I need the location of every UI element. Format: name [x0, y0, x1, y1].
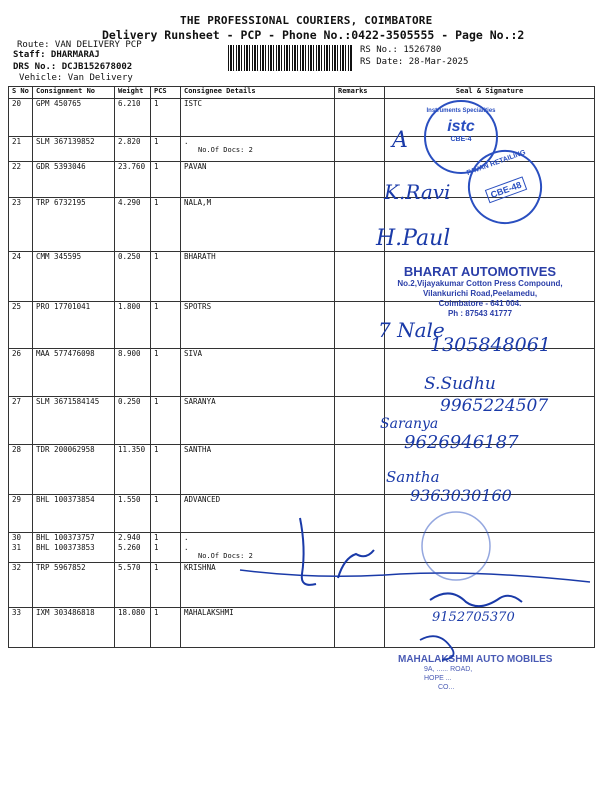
vehicle-label: Vehicle: Van Delivery — [19, 73, 133, 83]
cell-sno: 33 — [9, 608, 33, 648]
cell-consignment-no: BHL 100373854 — [33, 495, 115, 533]
cell-consignee: SIVA — [181, 349, 335, 397]
cell-pcs: 1 — [151, 608, 181, 648]
cell-weight: 1.550 — [115, 495, 151, 533]
cell-weight: 4.290 — [115, 198, 151, 252]
istc-stamp: Instruments Specialities istc CBE-4 — [424, 100, 498, 174]
cell-pcs: 1 — [151, 495, 181, 533]
cell-consignment-no: MAA 577476098 — [33, 349, 115, 397]
signature-row-25-phone: 1305848061 — [430, 334, 551, 356]
cell-weight: 6.210 — [115, 99, 151, 137]
pavan-retailing-stamp: PAVAN RETAILING CBE-48 — [458, 140, 553, 235]
col-remarks: Remarks — [335, 87, 385, 99]
cell-consignee: SARANYA — [181, 397, 335, 445]
no-of-docs: No.Of Docs: 2 — [198, 146, 253, 154]
col-sno: S No — [9, 87, 33, 99]
cell-consignment-no: TRP 6732195 — [33, 198, 115, 252]
col-pcs: PCS — [151, 87, 181, 99]
cell-pcs: 1 — [151, 349, 181, 397]
cell-weight: 23.760 — [115, 162, 151, 198]
mahalakshmi-stamp: MAHALAKSHMI AUTO MOBILES 9A, ...... ROAD, HOPE ... CO... — [398, 654, 553, 691]
cell-weight: 1.800 — [115, 302, 151, 349]
cell-consignment-no: GPM 450765 — [33, 99, 115, 137]
cell-pcs: 1 — [151, 445, 181, 495]
signature-row-28-phone: 9363030160 — [410, 486, 512, 505]
cell-consignee: ISTC — [181, 99, 335, 137]
cell-sno: 25 — [9, 302, 33, 349]
cell-pcs: 1 — [151, 162, 181, 198]
cell-consignment-no: TDR 200062958 — [33, 445, 115, 495]
cell-weight: 11.350 — [115, 445, 151, 495]
cell-consignee: NALA,M — [181, 198, 335, 252]
cell-consignment-no: CMM 345595 — [33, 252, 115, 302]
signature-row-32-phone: 9152705370 — [432, 610, 515, 625]
cell-consignee: SANTHA — [181, 445, 335, 495]
col-seal-signature: Seal & Signature — [385, 87, 595, 99]
cell-consignment-no: BHL 100373757 — [33, 533, 115, 543]
cell-consignee: BHARATH — [181, 252, 335, 302]
cell-consignment-no: SLM 3671584145 — [33, 397, 115, 445]
cell-sno: 32 — [9, 563, 33, 608]
signature-row-28-name: Santha — [386, 468, 440, 486]
cell-pcs: 1 — [151, 563, 181, 608]
signature-row-20: A — [392, 128, 408, 153]
cell-pcs: 1 — [151, 198, 181, 252]
no-of-docs: No.Of Docs: 2 — [198, 551, 253, 560]
cell-sno: 27 — [9, 397, 33, 445]
signature-row-27-phone1: 9965224507 — [440, 396, 549, 416]
cell-sno: 29 — [9, 495, 33, 533]
cell-consignee: PAVAN — [181, 162, 335, 198]
cell-weight: 2.820 — [115, 137, 151, 162]
cell-sno: 20 — [9, 99, 33, 137]
runsheet-subtitle: Delivery Runsheet - PCP - Phone No.:0422-3505555 - Page No.:2 — [102, 28, 525, 42]
bharat-automotives-stamp: BHARAT AUTOMOTIVES No.2,Vijayakumar Cotton Press Compound, Vilankurichi Road,Peelamedu, Coimbatore - 641 004. Ph : 87543 41777 — [397, 264, 563, 318]
cell-weight: 8.900 — [115, 349, 151, 397]
cell-sno: 31 — [9, 543, 33, 563]
cell-sno: 24 — [9, 252, 33, 302]
cell-consignment-no: SLM 367139852 — [33, 137, 115, 162]
cell-sno: 30 — [9, 533, 33, 543]
cell-pcs: 1 — [151, 543, 181, 563]
cell-sno: 26 — [9, 349, 33, 397]
cell-weight: 18.080 — [115, 608, 151, 648]
cell-sno: 28 — [9, 445, 33, 495]
consignee-name: . — [184, 542, 189, 552]
cell-sno: 21 — [9, 137, 33, 162]
cell-consignment-no: BHL 100373853 — [33, 543, 115, 563]
cell-sno: 22 — [9, 162, 33, 198]
rs-date: RS Date: 28-Mar-2025 — [360, 57, 469, 67]
signature-row-27-phone2: 9626946187 — [404, 432, 519, 453]
cell-consignment-no: IXM 303486818 — [33, 608, 115, 648]
cell-pcs: 1 — [151, 252, 181, 302]
cell-weight: 5.260 — [115, 543, 151, 563]
cell-pcs: 1 — [151, 302, 181, 349]
cell-consignment-no: GDR 5393046 — [33, 162, 115, 198]
cell-pcs: 1 — [151, 137, 181, 162]
signature-row-25-name: 7 Nale — [378, 318, 445, 342]
signature-row-22: K.Ravi — [384, 180, 451, 204]
cell-consignee: KRISHNA — [181, 563, 335, 608]
cell-weight: 5.570 — [115, 563, 151, 608]
cell-pcs: 1 — [151, 99, 181, 137]
cell-consignee: . — [181, 533, 335, 543]
cell-sno: 23 — [9, 198, 33, 252]
staff-label: Staff: DHARMARAJ — [13, 50, 100, 60]
col-weight: Weight — [115, 87, 151, 99]
route-label: Route: VAN DELIVERY PCP — [17, 40, 142, 50]
cell-consignment-no: PRO 17701041 — [33, 302, 115, 349]
consignee-name: . — [184, 137, 189, 146]
drs-number: DRS No.: DCJB152678002 — [13, 62, 133, 72]
signature-row-27-name: Saranya — [380, 416, 439, 432]
rs-number: RS No.: 1526780 — [360, 45, 442, 55]
cell-weight: 0.250 — [115, 252, 151, 302]
col-consignment: Consignment No — [33, 87, 115, 99]
cell-consignee: MAHALAKSHMI — [181, 608, 335, 648]
cell-consignee: SPOTRS — [181, 302, 335, 349]
company-title: THE PROFESSIONAL COURIERS, COIMBATORE — [180, 14, 433, 27]
signature-row-26: S.Sudhu — [424, 374, 496, 394]
cell-weight: 2.940 — [115, 533, 151, 543]
cell-consignment-no: TRP 5967852 — [33, 563, 115, 608]
cell-pcs: 1 — [151, 533, 181, 543]
signature-row-23: H.Paul — [376, 226, 451, 251]
cell-consignee: ADVANCED — [181, 495, 335, 533]
cell-weight: 0.250 — [115, 397, 151, 445]
cell-pcs: 1 — [151, 397, 181, 445]
col-consignee: Consignee Details — [181, 87, 335, 99]
